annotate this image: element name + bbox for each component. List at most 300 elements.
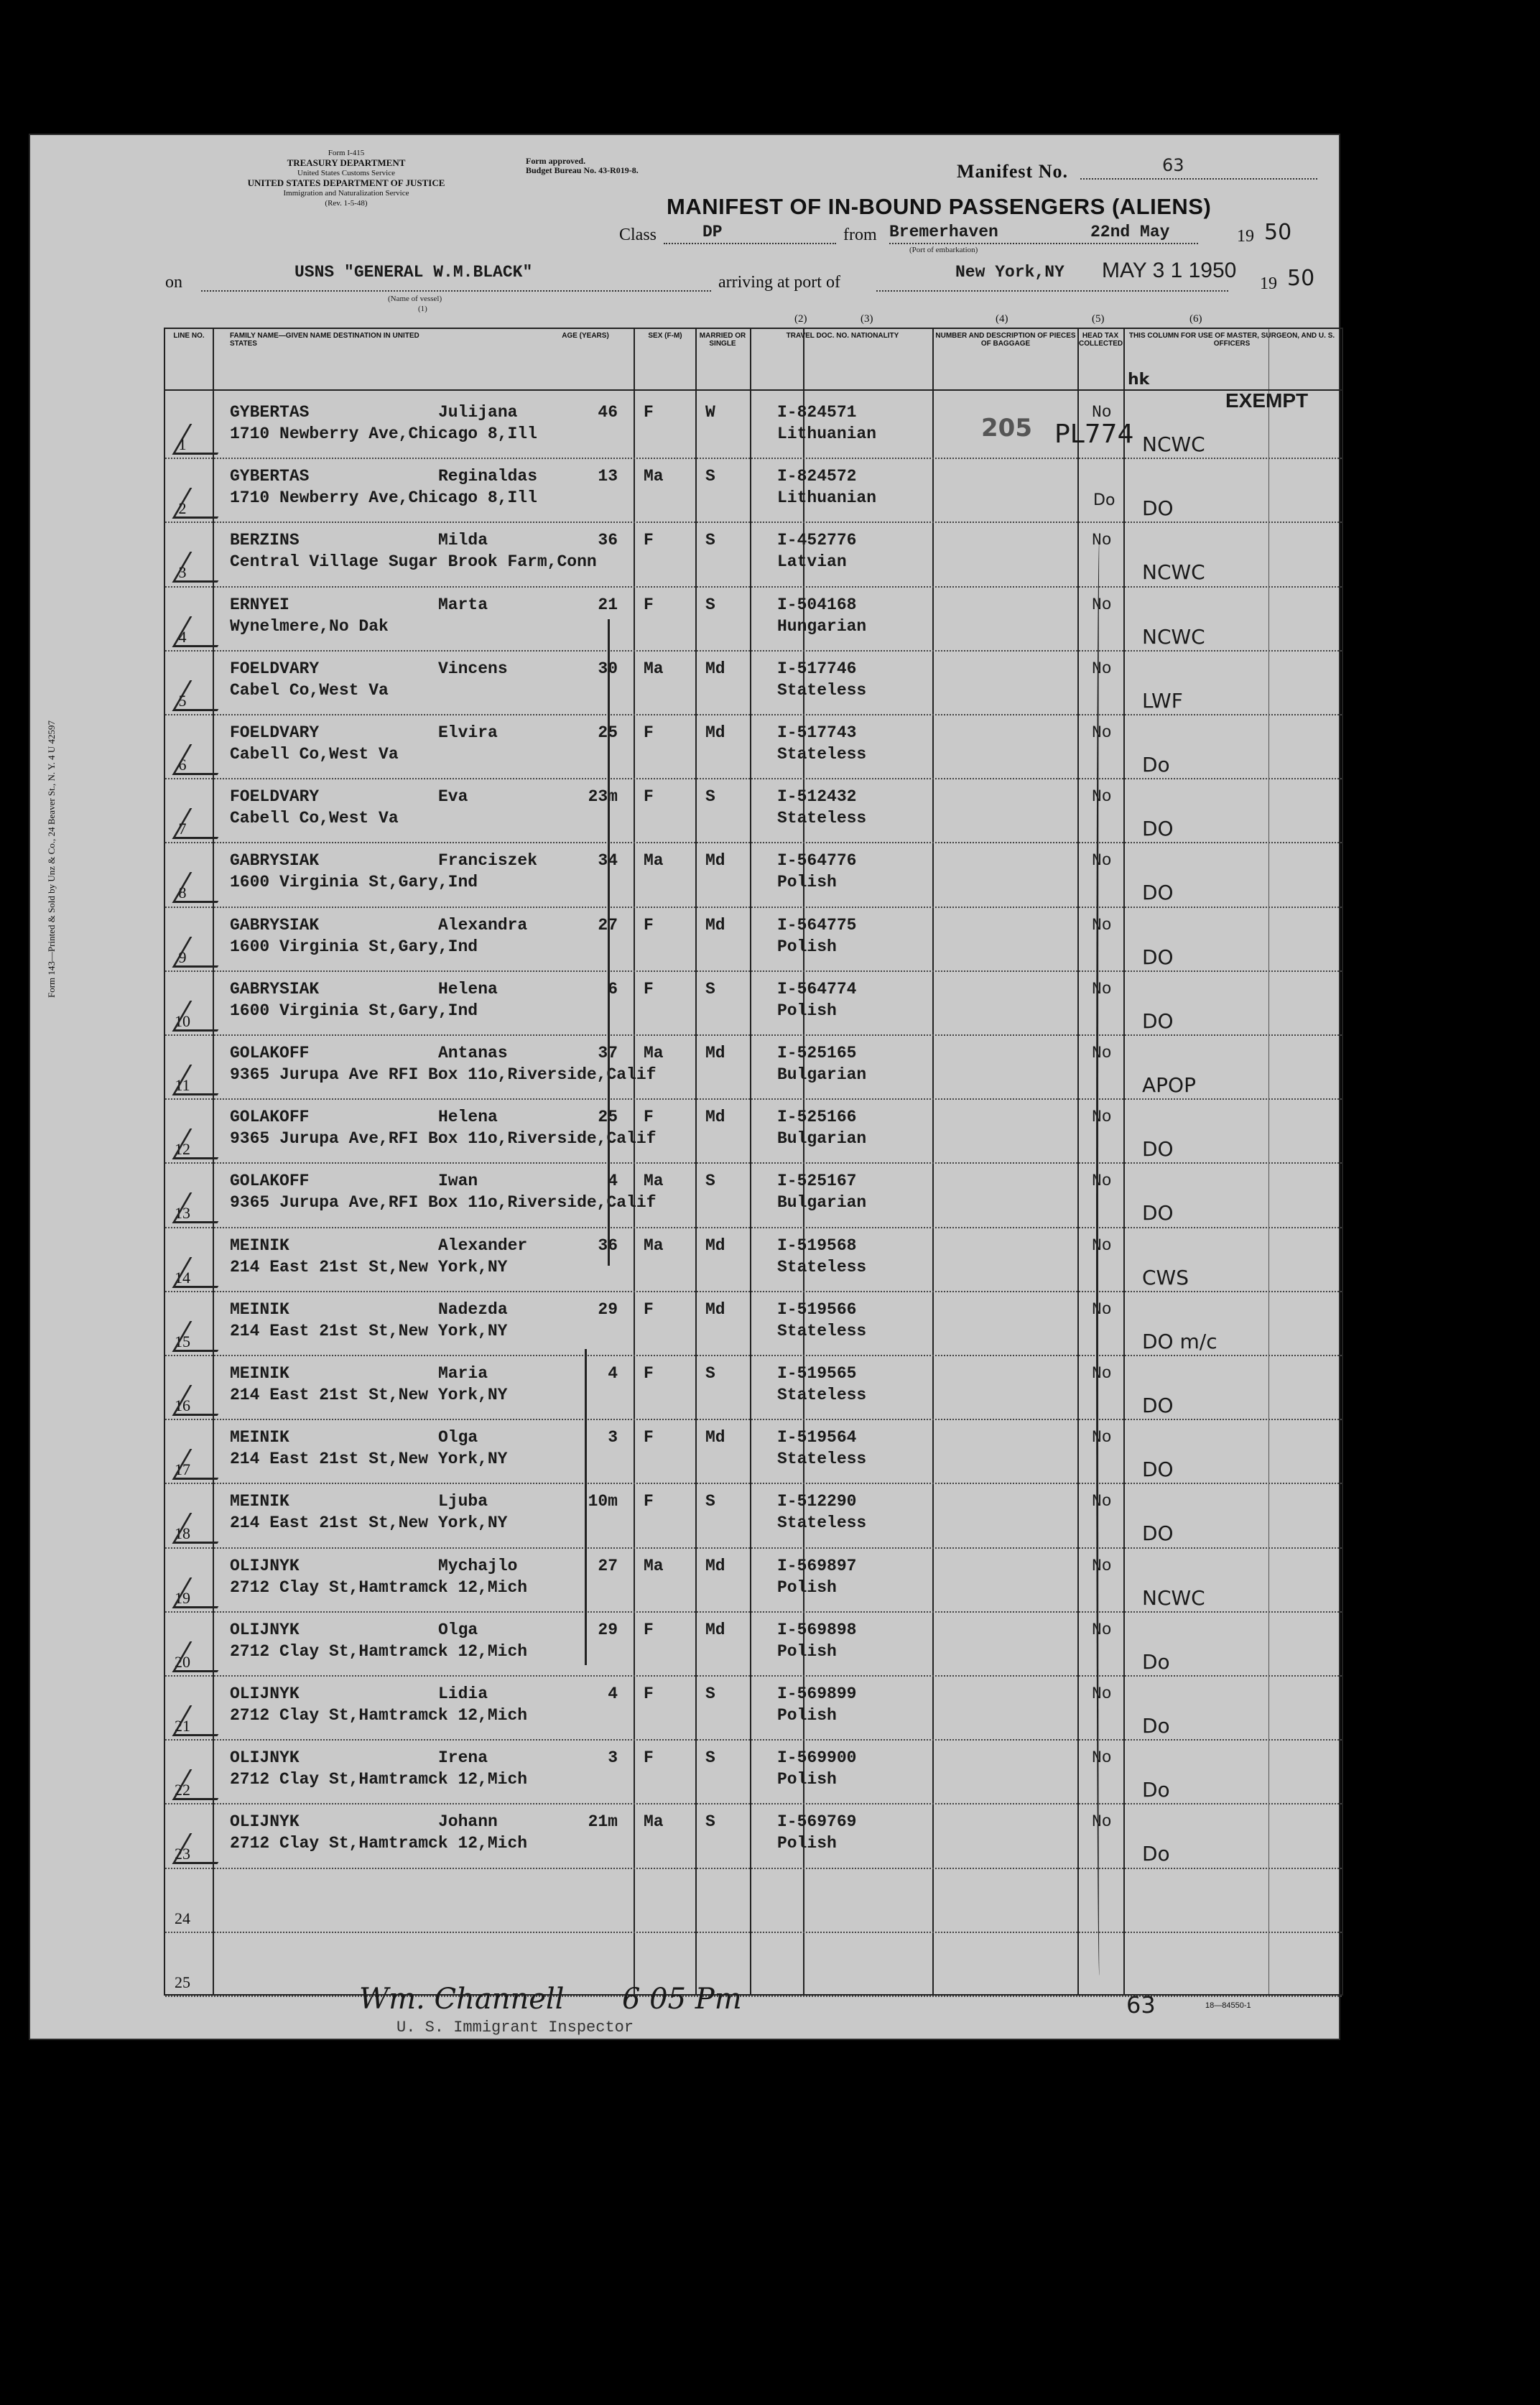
travel-doc-no: I-525165 (777, 1044, 857, 1062)
table-row (165, 1227, 1342, 1228)
given-name: Irena (438, 1748, 488, 1768)
destination: 9365 Jurupa Ave,RFI Box 11o,Riverside,Calif (230, 1193, 657, 1213)
check-mark (172, 1769, 236, 1800)
line-number: 10 (175, 1011, 190, 1030)
travel-doc-no: I-525166 (777, 1108, 857, 1127)
sex: F (644, 1492, 654, 1511)
check-mark (172, 1065, 236, 1095)
marital-status: S (705, 1364, 715, 1383)
head-tax: No (1092, 403, 1112, 422)
pen-stroke (585, 1349, 591, 1665)
manifest-sheet (30, 135, 1339, 2039)
line-number: 12 (175, 1140, 190, 1159)
marital-status: Md (705, 1044, 725, 1062)
headtax-do: Do (1093, 491, 1115, 509)
given-name: Helena (438, 1108, 498, 1127)
line-number: 22 (175, 1781, 190, 1799)
officer-note: Do (1142, 1714, 1170, 1738)
head-tax: No (1092, 723, 1112, 742)
head-tax: No (1092, 1299, 1112, 1319)
family-name: FOELDVARY (230, 659, 320, 678)
given-name: Julijana (438, 403, 518, 422)
sex: Ma (644, 659, 664, 678)
head-tax: No (1092, 1812, 1112, 1832)
line-number: 19 (175, 1588, 190, 1607)
nationality: Stateless (777, 1386, 867, 1404)
age: 30 (598, 659, 618, 678)
arrival-port: New York,NY (955, 263, 1064, 282)
marital-status: W (705, 403, 715, 422)
officer-note: DO (1142, 881, 1174, 905)
officer-note: APOP (1142, 1073, 1196, 1097)
sex: Ma (644, 1044, 664, 1062)
given-name: Lidia (438, 1685, 488, 1703)
vessel-name: USNS "GENERAL W.M.BLACK" (294, 263, 533, 282)
nationality: Polish (777, 1577, 837, 1597)
given-name: Milda (438, 531, 488, 550)
family-name: OLIJNYK (230, 1620, 300, 1639)
check-mark (172, 872, 236, 903)
check-mark (172, 488, 236, 519)
officer-note: DO m/c (1142, 1329, 1217, 1353)
head-tax: No (1092, 1685, 1112, 1703)
age: 13 (598, 467, 618, 486)
age: 10m (588, 1492, 618, 1511)
approval-note (526, 157, 639, 175)
pen-stroke (608, 619, 614, 1266)
from-label: from (843, 226, 877, 244)
dept-justice: UNITED STATES DEPARTMENT OF JUSTICE (247, 177, 445, 188)
age: 29 (598, 1620, 618, 1639)
travel-doc-no: I-564774 (777, 979, 857, 998)
col-header-name: FAMILY NAME—GIVEN NAME DESTINATION IN UNITED STATES (230, 332, 419, 348)
table-row (165, 1868, 1342, 1869)
sex: F (644, 979, 654, 998)
inspector-signature: Wm. Channell (359, 1983, 565, 2016)
footer-page-number: 63 (1126, 1991, 1156, 2019)
check-mark (172, 424, 236, 455)
age: 29 (598, 1299, 618, 1319)
embark-port: Bremerhaven (889, 223, 998, 241)
line-number: 5 (178, 691, 187, 710)
table-row (165, 842, 1342, 843)
family-name: GABRYSIAK (230, 915, 320, 935)
travel-doc-no: I-824572 (777, 467, 857, 486)
nationality: Latvian (777, 552, 847, 572)
destination: 214 East 21st St,New York,NY (230, 1450, 508, 1469)
head-tax: No (1092, 595, 1112, 614)
officer-note: CWS (1142, 1265, 1189, 1289)
line-number: 13 (175, 1204, 190, 1223)
check-mark (172, 937, 236, 968)
manifest-no-line (1080, 178, 1317, 180)
officer-note: DO (1142, 945, 1174, 969)
officer-note: Do (1142, 753, 1170, 777)
col-header-officers: THIS COLUMN FOR USE OF MASTER, SURGEON, AND U. S. OFFICERS (1128, 332, 1335, 348)
destination: 1710 Newberry Ave,Chicago 8,Ill (230, 425, 537, 443)
travel-doc-no: I-569897 (777, 1556, 857, 1575)
age: 3 (608, 1748, 618, 1768)
officer-note: DO (1142, 1521, 1174, 1546)
table-row (165, 1675, 1342, 1677)
line-number: 20 (175, 1652, 190, 1671)
marital-status: Md (705, 1556, 725, 1575)
sex: F (644, 1299, 654, 1319)
travel-doc-no: I-569899 (777, 1685, 857, 1703)
line-number: 4 (178, 627, 187, 646)
col-divider (1123, 329, 1125, 1994)
sex: F (644, 1685, 654, 1703)
check-mark (172, 680, 236, 711)
line-number: 8 (178, 884, 187, 902)
given-name: Elvira (438, 723, 498, 742)
col-number-4: (4) (996, 313, 1008, 325)
destination: 214 East 21st St,New York,NY (230, 1386, 508, 1404)
signature-time: 6 05 Pm (622, 1983, 742, 2016)
line-number: 9 (178, 947, 187, 966)
family-name: OLIJNYK (230, 1748, 300, 1768)
destination: 9365 Jurupa Ave RFI Box 11o,Riverside,Calif (230, 1065, 657, 1084)
table-row (165, 1162, 1342, 1164)
family-name: FOELDVARY (230, 723, 320, 742)
check-mark (172, 1192, 236, 1223)
head-tax: No (1092, 1620, 1112, 1639)
col-divider (750, 329, 751, 1994)
officer-note: Do (1142, 1842, 1170, 1866)
destination: Cabell Co,West Va (230, 745, 399, 764)
head-tax: No (1092, 531, 1112, 550)
table-row (165, 458, 1342, 459)
check-mark (172, 1129, 236, 1159)
given-name: Johann (438, 1812, 498, 1832)
travel-doc-no: I-569769 (777, 1812, 857, 1832)
manifest-no-label: Manifest No. (957, 161, 1068, 182)
marital-status: Md (705, 1236, 725, 1255)
table-row (165, 1483, 1342, 1484)
nationality: Polish (777, 937, 837, 956)
travel-doc-no: I-564776 (777, 851, 857, 871)
head-tax: No (1092, 1428, 1112, 1447)
nationality: Stateless (777, 680, 867, 700)
printer-imprint: Form 143—Printed & Sold by Unz & Co., 24 Beaver St., N. Y. 4 U 42597 (46, 720, 57, 998)
marital-status: Md (705, 1620, 725, 1639)
table-row (165, 1932, 1342, 1933)
marital-status: Md (705, 1299, 725, 1319)
baggage-count: 205 (981, 414, 1032, 442)
age: 4 (608, 1364, 618, 1383)
destination: Cabell Co,West Va (230, 809, 399, 828)
check-mark (172, 1577, 236, 1608)
col-header-sex: SEX (F-M) (648, 332, 682, 340)
check-mark (172, 1513, 236, 1544)
age: 27 (598, 1556, 618, 1575)
destination: 2712 Clay St,Hamtramck 12,Mich (230, 1577, 528, 1597)
head-tax: No (1092, 851, 1112, 871)
nationality: Polish (777, 1641, 837, 1661)
agency-header (159, 148, 533, 208)
family-name: GOLAKOFF (230, 1108, 310, 1127)
nationality: Polish (777, 1001, 837, 1020)
family-name: ERNYEI (230, 595, 289, 614)
destination: 1600 Virginia St,Gary,Ind (230, 937, 478, 956)
line-number: 16 (175, 1396, 190, 1414)
year-value: 50 (1264, 220, 1292, 245)
vessel-col-number: (1) (418, 305, 427, 313)
nationality: Stateless (777, 1514, 867, 1533)
sex: Ma (644, 1172, 664, 1191)
table-row (165, 970, 1342, 972)
sex: F (644, 1428, 654, 1447)
destination: Wynelmere,No Dak (230, 616, 389, 636)
family-name: OLIJNYK (230, 1812, 300, 1832)
head-tax: No (1092, 1364, 1112, 1383)
travel-doc-no: I-564775 (777, 915, 857, 935)
form-id: Form I-415 (328, 149, 365, 157)
header-rule (165, 389, 1342, 391)
table-row (165, 1034, 1342, 1036)
class-value: DP (702, 223, 723, 241)
line-number: 17 (175, 1460, 190, 1479)
nationality: Stateless (777, 1450, 867, 1469)
age: 25 (598, 1108, 618, 1127)
given-name: Reginaldas (438, 467, 538, 486)
marital-status: S (705, 1812, 715, 1832)
age: 46 (598, 403, 618, 422)
col-number-5: (5) (1092, 313, 1105, 325)
marital-status: S (705, 1748, 715, 1768)
given-name: Nadezda (438, 1299, 508, 1319)
table-row (165, 1098, 1342, 1100)
marital-status: S (705, 531, 715, 550)
form-revision: (Rev. 1-5-48) (325, 199, 368, 208)
age: 3 (608, 1428, 618, 1447)
col-header-travel: TRAVEL DOC. NO. NATIONALITY (786, 332, 899, 340)
marital-status: S (705, 1685, 715, 1703)
given-name: Ljuba (438, 1492, 488, 1511)
marital-status: Md (705, 723, 725, 742)
officer-note: NCWC (1142, 1585, 1205, 1610)
from-line (889, 243, 1198, 244)
destination: Cabel Co,West Va (230, 680, 389, 700)
line-number: 3 (178, 563, 187, 582)
nationality: Bulgarian (777, 1193, 867, 1213)
col-number-6: (6) (1189, 313, 1202, 325)
inspector-title: U. S. Immigrant Inspector (396, 2019, 634, 2036)
arrival-year-prefix: 19 (1260, 274, 1277, 293)
age: 25 (598, 723, 618, 742)
line-number: 24 (175, 1909, 190, 1927)
budget-bureau-line: Budget Bureau No. 43-R019-8. (526, 165, 639, 175)
embark-date: 22nd May (1090, 223, 1170, 241)
line-number: 1 (178, 435, 187, 453)
col-divider (1077, 329, 1079, 1994)
destination: 9365 Jurupa Ave,RFI Box 11o,Riverside,Calif (230, 1129, 657, 1149)
sex: Ma (644, 1556, 664, 1575)
line-number: 15 (175, 1332, 190, 1350)
table-row (165, 714, 1342, 715)
travel-doc-no: I-504168 (777, 595, 857, 614)
nationality: Hungarian (777, 616, 867, 636)
officer-note: DO (1142, 1201, 1174, 1225)
line-number: 7 (178, 820, 187, 838)
nationality: Stateless (777, 1321, 867, 1340)
check-mark (172, 1641, 236, 1672)
sex: F (644, 403, 654, 422)
line-number: 21 (175, 1717, 190, 1735)
sex: F (644, 787, 654, 807)
col-number-2: (2) (794, 313, 807, 325)
sex: F (644, 1364, 654, 1383)
family-name: GOLAKOFF (230, 1044, 310, 1062)
hk-initials: hk (1128, 371, 1150, 389)
age: 34 (598, 851, 618, 871)
dept-ins: Immigration and Naturalization Service (283, 189, 409, 198)
officer-note: NCWC (1142, 624, 1205, 649)
destination: 1710 Newberry Ave,Chicago 8,Ill (230, 488, 537, 508)
sex: F (644, 531, 654, 550)
manifest-no-value: 63 (1162, 155, 1184, 175)
given-name: Maria (438, 1364, 488, 1383)
destination: 214 East 21st St,New York,NY (230, 1257, 508, 1276)
marital-status: S (705, 595, 715, 614)
year-prefix: 19 (1237, 227, 1254, 246)
travel-doc-no: I-519565 (777, 1364, 857, 1383)
officer-note: NCWC (1142, 560, 1205, 585)
line-number: 23 (175, 1845, 190, 1863)
marital-status: Md (705, 915, 725, 935)
family-name: MEINIK (230, 1299, 289, 1319)
marital-status: Md (705, 851, 725, 871)
destination: 1600 Virginia St,Gary,Ind (230, 1001, 478, 1020)
nationality: Stateless (777, 809, 867, 828)
marital-status: Md (705, 1108, 725, 1127)
check-mark (172, 1705, 236, 1736)
age: 21 (598, 595, 618, 614)
vessel-caption: (Name of vessel) (388, 295, 442, 303)
check-mark (172, 808, 236, 839)
family-name: BERZINS (230, 531, 300, 550)
approval-line: Form approved. (526, 156, 586, 166)
head-tax: No (1092, 979, 1112, 998)
given-name: Franciszek (438, 851, 538, 871)
nationality: Lithuanian (777, 425, 877, 443)
nationality: Polish (777, 1706, 837, 1725)
pl-number: PL774 (1054, 420, 1134, 449)
family-name: MEINIK (230, 1236, 289, 1255)
marital-status: S (705, 979, 715, 998)
marital-status: S (705, 1172, 715, 1191)
travel-doc-no: I-525167 (777, 1172, 857, 1191)
check-mark (172, 1449, 236, 1480)
table-row (165, 778, 1342, 779)
head-tax: No (1092, 915, 1112, 935)
line-number: 25 (175, 1973, 190, 1991)
form-number: 18—84550-1 (1205, 2001, 1251, 2010)
marital-status: S (705, 787, 715, 807)
head-tax: No (1092, 1172, 1112, 1191)
age: 6 (608, 979, 618, 998)
age: 36 (598, 1236, 618, 1255)
given-name: Vincens (438, 659, 508, 678)
page-title: MANIFEST OF IN-BOUND PASSENGERS (ALIENS) (667, 194, 1212, 219)
officer-note: Do (1142, 1778, 1170, 1802)
officer-note: DO (1142, 1009, 1174, 1033)
officer-note: DO (1142, 1394, 1174, 1417)
head-tax: No (1092, 1236, 1112, 1255)
marital-status: S (705, 467, 715, 486)
given-name: Marta (438, 595, 488, 614)
marital-status: Md (705, 1428, 725, 1447)
line-number: 14 (175, 1268, 190, 1287)
table-row (165, 907, 1342, 908)
head-tax: No (1092, 1044, 1112, 1062)
col-number-3: (3) (861, 313, 873, 325)
head-tax: No (1092, 659, 1112, 678)
officer-note: DO (1142, 1458, 1174, 1482)
exempt-stamp: EXEMPT (1225, 389, 1309, 412)
officer-note: Do (1142, 1649, 1170, 1674)
nationality: Polish (777, 1770, 837, 1789)
class-line (664, 243, 836, 244)
table-row (165, 1419, 1342, 1420)
marital-status: S (705, 1492, 715, 1511)
table-row (165, 522, 1342, 523)
check-mark (172, 552, 236, 583)
arrival-date-stamp: MAY 3 1 1950 (1102, 259, 1237, 282)
vessel-line (201, 290, 711, 292)
given-name: Eva (438, 787, 468, 807)
nationality: Bulgarian (777, 1065, 867, 1084)
embark-caption: (Port of embarkation) (909, 246, 978, 254)
col-header-age: AGE (YEARS) (562, 332, 609, 340)
travel-doc-no: I-519564 (777, 1428, 857, 1447)
destination: 2712 Clay St,Hamtramck 12,Mich (230, 1770, 528, 1789)
sex: Ma (644, 851, 664, 871)
sex: F (644, 1620, 654, 1639)
sex: F (644, 1108, 654, 1127)
officer-note: DO (1142, 496, 1174, 521)
nationality: Polish (777, 1834, 837, 1853)
age: 37 (598, 1044, 618, 1062)
arrival-line (876, 290, 1228, 292)
given-name: Alexandra (438, 915, 528, 935)
nationality: Stateless (777, 1257, 867, 1276)
family-name: FOELDVARY (230, 787, 320, 807)
family-name: MEINIK (230, 1492, 289, 1511)
travel-doc-no: I-519568 (777, 1236, 857, 1255)
given-name: Iwan (438, 1172, 478, 1191)
pen-stroke (1096, 539, 1103, 1975)
given-name: Helena (438, 979, 498, 998)
col-header-married: MARRIED OR SINGLE (699, 332, 746, 348)
family-name: OLIJNYK (230, 1556, 300, 1575)
sex: F (644, 595, 654, 614)
sex: F (644, 723, 654, 742)
sex: Ma (644, 1812, 664, 1832)
officer-note: LWF (1142, 688, 1183, 713)
destination: 2712 Clay St,Hamtramck 12,Mich (230, 1641, 528, 1661)
col-divider (1268, 329, 1269, 1994)
head-tax: No (1092, 1108, 1112, 1127)
check-mark (172, 1321, 236, 1352)
sex: Ma (644, 1236, 664, 1255)
check-mark (172, 1385, 236, 1416)
col-divider (634, 329, 635, 1994)
family-name: GYBERTAS (230, 467, 310, 486)
given-name: Olga (438, 1620, 478, 1639)
officer-note: DO (1142, 1137, 1174, 1162)
travel-doc-no: I-512290 (777, 1492, 857, 1511)
